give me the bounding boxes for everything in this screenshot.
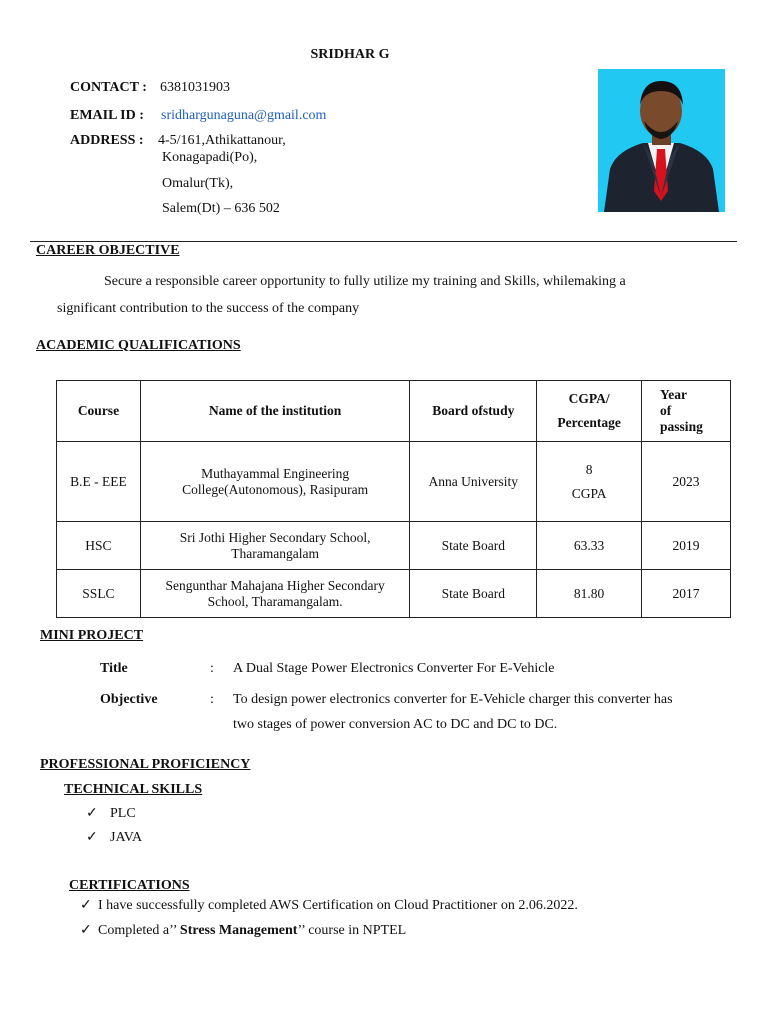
row-score: 81.80 bbox=[537, 570, 642, 618]
project-title-label: Title bbox=[100, 661, 128, 676]
academic-table bbox=[56, 380, 731, 618]
candidate-name: SRIDHAR G bbox=[310, 47, 390, 62]
cert-text-post: ’’ course in NPTEL bbox=[297, 923, 407, 938]
header-institution: Name of the institution bbox=[140, 381, 410, 442]
career-objective-heading: CAREER OBJECTIVE bbox=[36, 243, 180, 258]
email-link[interactable]: sridhargunaguna@gmail.com bbox=[161, 108, 327, 123]
table-row bbox=[57, 570, 731, 618]
header-divider bbox=[30, 241, 737, 242]
row-course: B.E - EEE bbox=[57, 442, 141, 522]
skill-item: JAVA bbox=[110, 830, 143, 845]
table-row bbox=[57, 522, 731, 570]
academic-heading: ACADEMIC QUALIFICATIONS bbox=[36, 338, 241, 353]
institution-line-1: Sri Jothi Higher Secondary School, bbox=[179, 529, 371, 545]
row-board: Anna University bbox=[410, 442, 537, 522]
row-institution bbox=[140, 570, 410, 618]
project-title-colon: : bbox=[210, 661, 214, 676]
email-label: EMAIL ID : bbox=[70, 108, 144, 123]
row-score: 63.33 bbox=[537, 522, 642, 570]
address-line-2: Konagapadi(Po), bbox=[162, 150, 258, 165]
technical-skills-heading: TECHNICAL SKILLS bbox=[64, 782, 203, 797]
check-icon: ✓ bbox=[86, 806, 98, 821]
certification-item-1: I have successfully completed AWS Certification on Cloud Practitioner on 2.06.2022. bbox=[98, 898, 578, 913]
institution-line-1: Muthayammal Engineering bbox=[201, 465, 350, 481]
profile-photo bbox=[598, 69, 725, 212]
header-cgpa-line-1: CGPA/ bbox=[568, 391, 610, 406]
score-line-2: CGPA bbox=[571, 485, 607, 501]
institution-line-2: College(Autonomous), Rasipuram bbox=[182, 481, 369, 497]
header-board: Board ofstudy bbox=[410, 381, 537, 442]
row-course: SSLC bbox=[57, 570, 141, 618]
career-objective-line-1: Secure a responsible career opportunity to fully utilize my training and Skills, whilemaking a bbox=[104, 274, 626, 289]
row-board: State Board bbox=[410, 570, 537, 618]
cert-text-pre: Completed a’’ bbox=[98, 923, 180, 938]
mini-project-heading: MINI PROJECT bbox=[40, 628, 144, 643]
project-objective-colon: : bbox=[210, 692, 214, 707]
skill-item: PLC bbox=[110, 806, 136, 821]
score-line-1: 8 bbox=[585, 461, 593, 477]
check-icon: ✓ bbox=[80, 923, 92, 938]
header-cgpa bbox=[537, 381, 642, 442]
cert-text-bold: Stress Management bbox=[179, 923, 298, 938]
header-year-line-3: passing bbox=[660, 419, 703, 434]
project-objective-line-1: To design power electronics converter for E-Vehicle charger this converter has bbox=[233, 692, 673, 707]
header-year-line-1: Year bbox=[660, 387, 688, 402]
institution-line-2: School, Tharamangalam. bbox=[207, 593, 343, 609]
project-objective-line-2: two stages of power conversion AC to DC and DC to DC. bbox=[233, 717, 558, 732]
contact-label: CONTACT : bbox=[70, 80, 147, 95]
institution-line-1: Sengunthar Mahajana Higher Secondary bbox=[165, 577, 385, 593]
row-course: HSC bbox=[57, 522, 141, 570]
professional-proficiency-heading: PROFESSIONAL PROFICIENCY bbox=[40, 757, 251, 772]
row-institution bbox=[140, 442, 410, 522]
row-score bbox=[537, 442, 642, 522]
address-line-4: Salem(Dt) – 636 502 bbox=[162, 201, 280, 216]
project-objective-label: Objective bbox=[100, 692, 158, 707]
check-icon: ✓ bbox=[86, 830, 98, 845]
career-objective-line-2: significant contribution to the success of the company bbox=[57, 301, 360, 316]
header-cgpa-line-2: Percentage bbox=[557, 415, 621, 430]
check-icon: ✓ bbox=[80, 898, 92, 913]
row-year: 2019 bbox=[642, 522, 731, 570]
row-year: 2023 bbox=[642, 442, 731, 522]
header-course: Course bbox=[57, 381, 141, 442]
institution-line-2: Tharamangalam bbox=[231, 545, 319, 561]
address-line-1: 4-5/161,Athikattanour, bbox=[158, 133, 286, 148]
address-line-3: Omalur(Tk), bbox=[162, 176, 234, 191]
table-row bbox=[57, 442, 731, 522]
row-year: 2017 bbox=[642, 570, 731, 618]
row-board: State Board bbox=[410, 522, 537, 570]
contact-value: 6381031903 bbox=[160, 80, 230, 95]
row-institution bbox=[140, 522, 410, 570]
certification-item-2 bbox=[98, 923, 406, 939]
table-header-row bbox=[57, 381, 731, 442]
header-year-line-2: of bbox=[660, 403, 672, 418]
certifications-heading: CERTIFICATIONS bbox=[69, 878, 190, 893]
address-label: ADDRESS : bbox=[70, 133, 144, 148]
header-year bbox=[642, 381, 731, 442]
project-title-value: A Dual Stage Power Electronics Converter For E-Vehicle bbox=[233, 661, 555, 676]
